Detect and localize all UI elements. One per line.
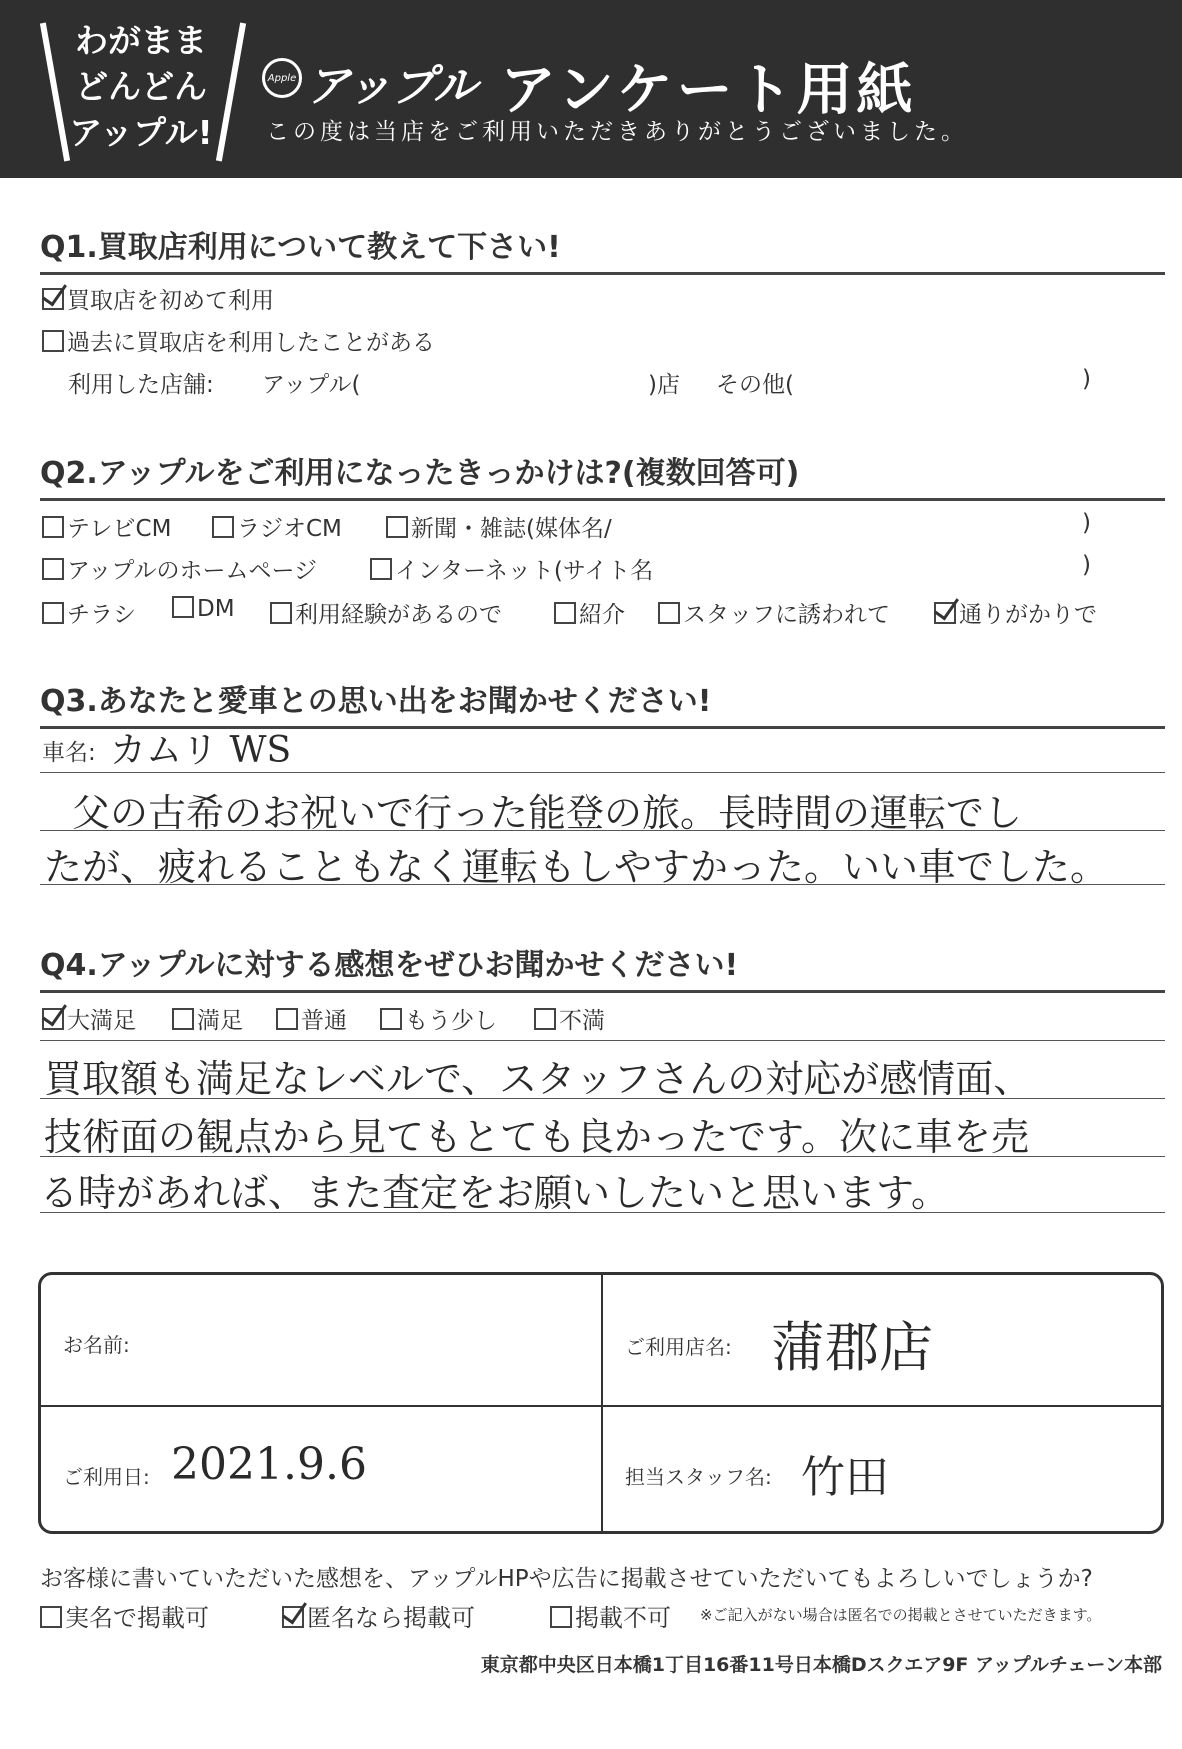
option-label: 不満 (559, 1008, 605, 1034)
q2-option-homepage[interactable] (42, 552, 317, 585)
q3-rule-2 (40, 830, 1165, 831)
checkbox[interactable] (380, 1008, 402, 1030)
car-name-row (42, 734, 96, 767)
option-label: 満足 (197, 1008, 243, 1034)
q3-rule-1 (40, 772, 1165, 773)
checkbox[interactable] (212, 516, 234, 538)
checkbox[interactable] (934, 602, 956, 624)
date-label: ご利用日: (63, 1465, 150, 1489)
q4-rule-4 (40, 1212, 1165, 1213)
other-store-open: その他( (716, 372, 794, 398)
checkbox[interactable] (42, 288, 64, 310)
q4-answer-line-1: 買取額も満足なレベルで、スタッフさんの対応が感情面、 (44, 1057, 1032, 1101)
publication-note: ※ご記入がない場合は匿名での掲載とさせていただきます。 (700, 1606, 1102, 1624)
q3-title: Q3.あなたと愛車との思い出をお聞かせください! (40, 676, 1165, 729)
q4-option-dissatisfied[interactable] (534, 1002, 605, 1035)
option-label: 新聞・雑誌(媒体名/ (411, 516, 612, 542)
option-label: ラジオCM (237, 516, 342, 542)
q2-row1-close: ) (1082, 510, 1091, 536)
q2-option-radio[interactable] (212, 510, 342, 543)
staff-label: 担当スタッフ名: (625, 1465, 772, 1489)
store-label: 利用した店舗: (68, 372, 214, 398)
q1-option-first-time[interactable] (42, 282, 274, 315)
slogan-line-2: どんどん (75, 67, 207, 106)
slogan-line-3: アップル! (69, 113, 213, 152)
checkbox[interactable] (42, 516, 64, 538)
q1-store-line (68, 366, 214, 399)
apple-logo-icon (262, 58, 302, 98)
option-label: 買取店を初めて利用 (67, 288, 274, 314)
option-label: インターネット(サイト名 (395, 558, 654, 584)
date-field[interactable]: 2021.9.6 (171, 1439, 367, 1490)
q4-answer-line-2: 技術面の観点から見てもとても良かったです。次に車を売 (44, 1115, 1029, 1159)
option-label: 大満足 (67, 1008, 136, 1034)
option-label: 匿名なら掲載可 (307, 1604, 475, 1632)
apple-store-close: )店 (648, 372, 680, 398)
header-banner (0, 0, 1182, 178)
checkbox[interactable] (276, 1008, 298, 1030)
q2-option-dm[interactable] (172, 596, 235, 622)
checkbox[interactable] (42, 330, 64, 352)
q1-title: Q1.買取店利用について教えて下さい! (40, 222, 1165, 275)
checkbox[interactable] (42, 558, 64, 580)
option-label: テレビCM (67, 516, 172, 542)
car-name-label: 車名: (42, 740, 96, 766)
q4-rule-3 (40, 1156, 1165, 1157)
logo-text: アップル (306, 61, 478, 112)
option-label: DM (197, 596, 235, 622)
checkbox[interactable] (370, 558, 392, 580)
q2-option-passing-by[interactable] (934, 596, 1097, 629)
q1-option-used-before[interactable] (42, 324, 435, 357)
apple-store-open: アップル( (262, 372, 361, 398)
staff-field[interactable]: 竹田 (801, 1452, 889, 1503)
q4-option-somewhat[interactable] (380, 1002, 497, 1035)
option-label: アップルのホームページ (67, 558, 318, 584)
checkbox[interactable] (282, 1606, 304, 1628)
option-label: もう少し (405, 1008, 497, 1034)
q2-row2-close: ) (1082, 552, 1091, 578)
slogan-badge (52, 12, 230, 162)
q2-option-staff[interactable] (658, 596, 890, 629)
info-divider-vertical (601, 1275, 603, 1531)
q4-rule-2 (40, 1098, 1165, 1099)
option-label: スタッフに誘われて (683, 602, 890, 628)
checkbox[interactable] (42, 602, 64, 624)
other-store-close: ) (1082, 366, 1091, 392)
slogan-line-1: わがまま (75, 21, 207, 60)
checkbox[interactable] (40, 1606, 62, 1628)
q2-option-internet[interactable] (370, 552, 653, 585)
q3-answer-line-1: 父の古希のお祝いで行った能登の旅。長時間の運転でし (72, 791, 1023, 835)
option-label: 普通 (301, 1008, 347, 1034)
checkbox[interactable] (386, 516, 408, 538)
option-label: 通りがかりで (959, 602, 1097, 628)
option-label: 紹介 (579, 602, 625, 628)
q4-answer-line-3: る時があれば、また査定をお願いしたいと思います。 (40, 1171, 949, 1215)
option-label: チラシ (67, 602, 136, 628)
q2-option-flyer[interactable] (42, 596, 136, 629)
checkbox[interactable] (172, 1008, 194, 1030)
name-label: お名前: (63, 1333, 130, 1357)
q2-option-referral[interactable] (554, 596, 625, 629)
q4-option-satisfied[interactable] (172, 1002, 243, 1035)
info-divider-horizontal (41, 1405, 1161, 1407)
page-subtitle: この度は当店をご利用いただきありがとうございました。 (266, 119, 968, 145)
q3-rule-3 (40, 884, 1165, 885)
publish-not-allowed-option[interactable] (550, 1598, 671, 1633)
company-address: 東京都中央区日本橋1丁目16番11号日本橋Dスクエア9F アップルチェーン本部 (480, 1654, 1162, 1676)
checkbox[interactable] (658, 602, 680, 624)
option-label: 実名で掲載可 (65, 1604, 209, 1632)
store-name-field[interactable]: 蒲郡店 (771, 1316, 933, 1379)
q4-title: Q4.アップルに対する感想をぜひお聞かせください! (40, 940, 1165, 993)
q4-rule-1 (40, 1040, 1165, 1041)
q2-option-experience[interactable] (270, 596, 502, 629)
customer-info-box (38, 1272, 1164, 1534)
checkbox[interactable] (172, 596, 194, 618)
checkbox[interactable] (534, 1008, 556, 1030)
publish-anonymous-option[interactable] (282, 1598, 475, 1633)
q4-option-neutral[interactable] (276, 1002, 347, 1035)
publish-real-name-option[interactable] (40, 1598, 209, 1633)
option-label: 利用経験があるので (295, 602, 502, 628)
page-title: アンケート用紙 (500, 58, 917, 123)
checkbox[interactable] (270, 602, 292, 624)
q4-option-very-satisfied[interactable] (42, 1002, 136, 1035)
checkbox[interactable] (550, 1606, 572, 1628)
q2-option-tv[interactable] (42, 510, 171, 543)
car-name-value: カムリ WS (110, 730, 292, 771)
option-label: 過去に買取店を利用したことがある (67, 330, 435, 356)
option-label: 掲載不可 (575, 1604, 671, 1632)
publication-question: お客様に書いていただいた感想を、アップルHPや広告に掲載させていただいてもよろしいでしょうか? (40, 1566, 1093, 1592)
checkbox[interactable] (554, 602, 576, 624)
q2-option-newspaper[interactable] (386, 510, 612, 543)
q2-title: Q2.アップルをご利用になったきっかけは?(複数回答可) (40, 448, 1165, 501)
checkbox[interactable] (42, 1008, 64, 1030)
store-name-label: ご利用店名: (625, 1335, 732, 1359)
logo-mark-text: Apple (267, 72, 297, 84)
q3-answer-line-2: たが、疲れることもなく運転もしやすかった。いい車でした。 (44, 845, 1109, 889)
